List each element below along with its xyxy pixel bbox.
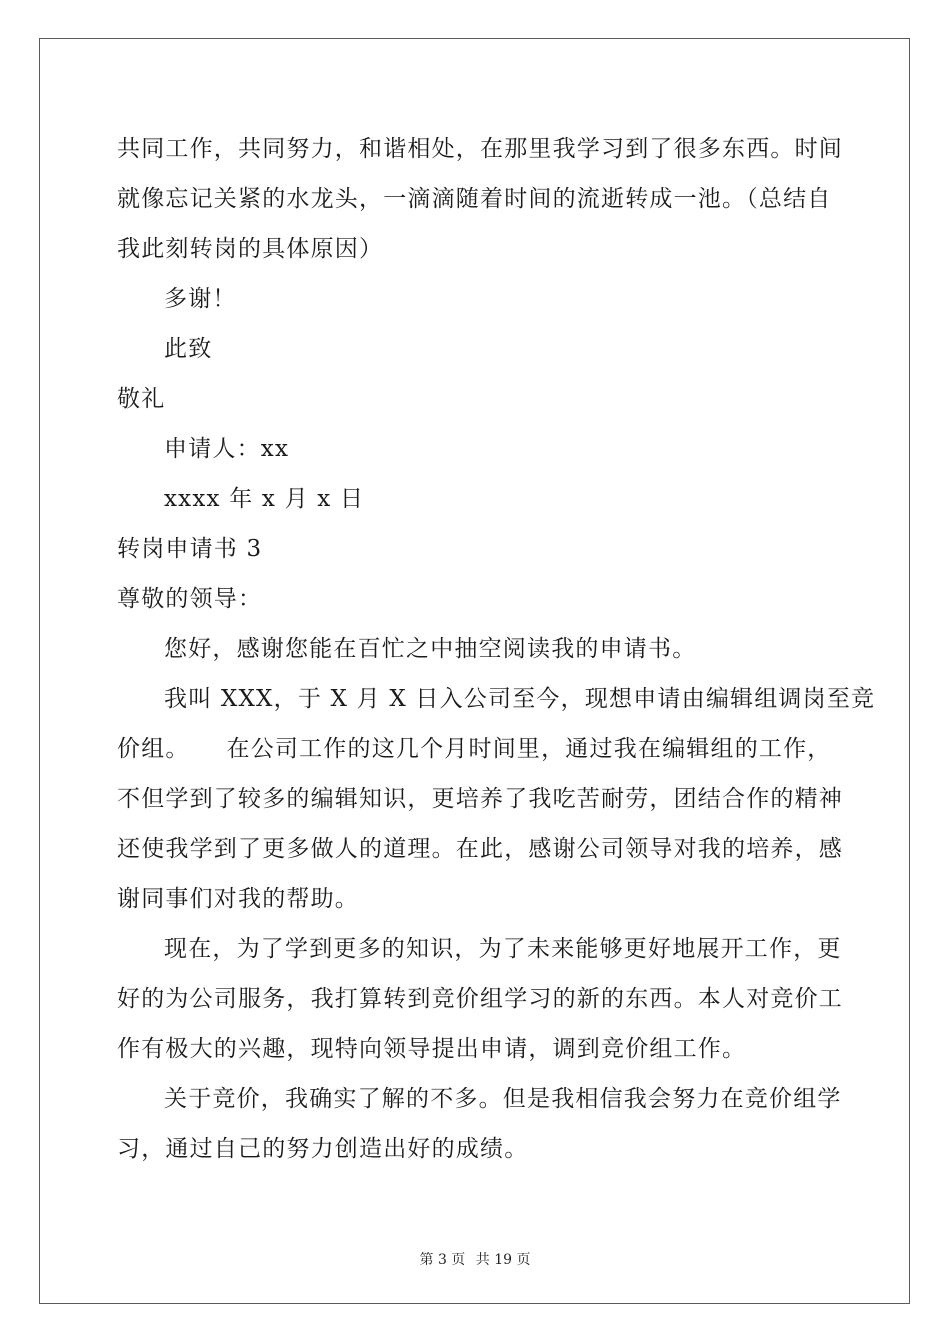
- body-line: 价组。 在公司工作的这几个月时间里，通过我在编辑组的工作，: [117, 736, 832, 762]
- greeting-line: 尊敬的领导：: [117, 586, 263, 612]
- body-line: 我此刻转岗的具体原因）: [117, 236, 384, 262]
- body-line: 我叫 XXX，于 X 月 X 日入公司至今，现想申请由编辑组调岗至竞: [164, 686, 876, 712]
- page-total: 共 19 页: [475, 1252, 531, 1268]
- body-line: 作有极大的兴趣，现特向领导提出申请，调到竞价组工作。: [117, 1036, 747, 1062]
- body-line: 好的为公司服务，我打算转到竞价组学习的新的东西。本人对竞价工: [117, 986, 843, 1012]
- body-line: 就像忘记关紧的水龙头，一滴滴随着时间的流逝转成一池。（总结自: [117, 186, 832, 212]
- body-line: 谢同事们对我的帮助。: [117, 886, 359, 912]
- thanks-line: 多谢！: [164, 286, 237, 312]
- page-footer: [0, 1251, 950, 1269]
- body-line: 习，通过自己的努力创造出好的成绩。: [117, 1136, 529, 1162]
- body-line: 还使我学到了更多做人的道理。在此，感谢公司领导对我的培养，感: [117, 836, 843, 862]
- section-title: 转岗申请书 3: [117, 536, 263, 562]
- body-line: 您好，感谢您能在百忙之中抽空阅读我的申请书。: [164, 636, 697, 662]
- salute-line: 敬礼: [117, 386, 166, 412]
- date-line: xxxx 年 x 月 x 日: [164, 486, 365, 512]
- body-line: 不但学到了较多的编辑知识，更培养了我吃苦耐劳，团结合作的精神: [117, 786, 843, 812]
- page-number: 第 3 页: [419, 1252, 466, 1268]
- applicant-line: 申请人：xx: [164, 436, 290, 462]
- body-line: 现在，为了学到更多的知识，为了未来能够更好地展开工作，更: [164, 936, 842, 962]
- body-line: 关于竞价，我确实了解的不多。但是我相信我会努力在竞价组学: [164, 1086, 842, 1112]
- closing-line: 此致: [164, 336, 213, 362]
- page-frame: [39, 38, 910, 1304]
- body-line: 共同工作，共同努力，和谐相处，在那里我学习到了很多东西。时间: [117, 136, 843, 162]
